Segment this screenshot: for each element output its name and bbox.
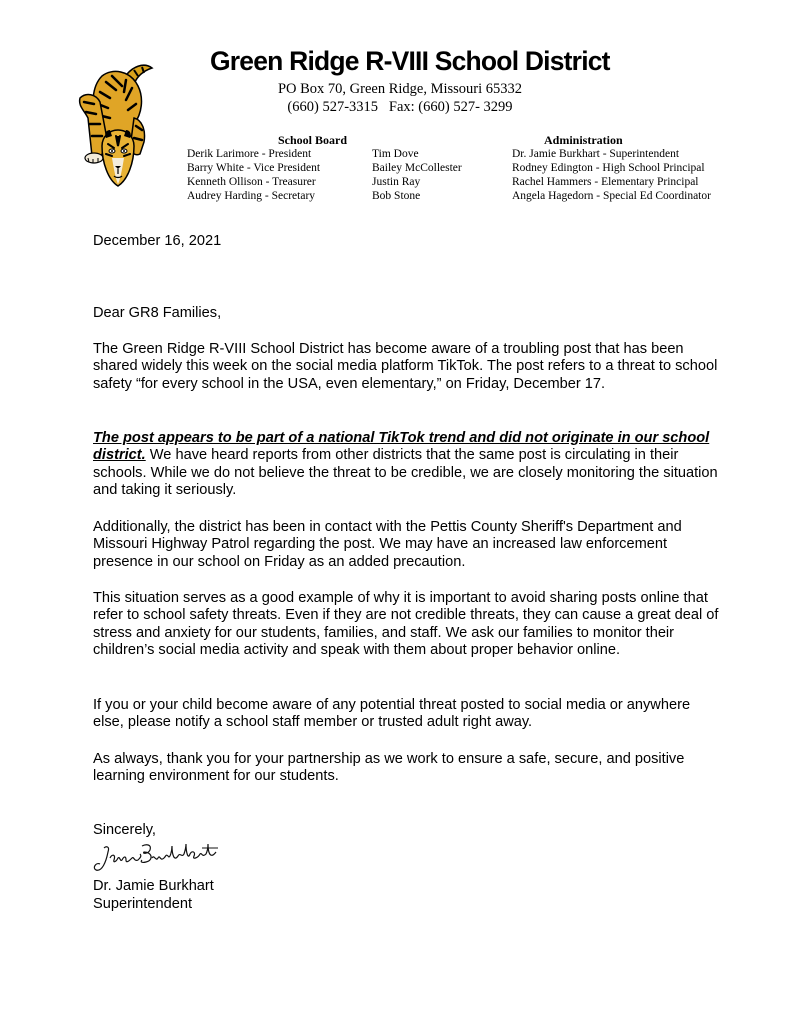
signer-title: Superintendent xyxy=(93,896,192,912)
admin-member: Rachel Hammers - Elementary Principal xyxy=(512,176,699,188)
handwritten-signature xyxy=(92,840,222,878)
district-name: Green Ridge R-VIII School District xyxy=(210,46,610,76)
school-board-officers xyxy=(187,147,320,203)
letter-paragraph-5: If you or your child become aware of any potential threat posted to social media or anywhere else, please notify a school staff member or trusted adult right away. xyxy=(93,697,691,731)
letter-paragraph-3: Additionally, the district has been in contact with the Pettis County Sheriff's Department and Missouri Highway Patrol regarding the post. We may have an increased law enforcement presence in our school on Friday as an added precaution. xyxy=(93,519,682,570)
tiger-mascot-icon xyxy=(72,58,164,198)
board-member: Bailey McCollester xyxy=(372,162,462,174)
admin-member: Rodney Edington - High School Principal xyxy=(512,162,705,174)
letter-paragraph-4: This situation serves as a good example of why it is important to avoid sharing posts online that refer to school safety threats. Even if they are not credible threats, they can cause a great deal of stress and anxiety for our students, families, and staff. We ask our families to monitor their children’s social media activity and speak with them about proper behavior online. xyxy=(93,590,719,658)
school-board-members xyxy=(372,147,462,203)
signer-name: Dr. Jamie Burkhart xyxy=(93,878,214,894)
district-address: PO Box 70, Green Ridge, Missouri 65332 xyxy=(277,81,523,97)
admin-member: Dr. Jamie Burkhart - Superintendent xyxy=(512,148,680,160)
board-member: Bob Stone xyxy=(372,190,421,202)
board-member: Kenneth Ollison - Treasurer xyxy=(187,176,316,188)
letter-paragraph-2-rest: We have heard reports from other districts that the same post is circulating in their schools. While we do not believe the threat to be credible, we are closely monitoring the situation and taking it seriously. xyxy=(93,447,718,498)
letter-paragraph-2 xyxy=(93,430,723,499)
district-phone-fax: (660) 527-3315 Fax: (660) 527- 3299 xyxy=(287,99,513,115)
letter-closing: Sincerely, xyxy=(93,822,156,838)
letter-date: December 16, 2021 xyxy=(93,233,222,249)
letter-paragraph-6: As always, thank you for your partnership as we work to ensure a safe, secure, and positive learning environment for our students. xyxy=(93,751,685,785)
administration-heading: Administration xyxy=(544,133,623,147)
admin-member: Angela Hagedorn - Special Ed Coordinator xyxy=(512,190,711,202)
board-member: Audrey Harding - Secretary xyxy=(187,190,316,202)
school-board-heading: School Board xyxy=(278,133,348,147)
board-member: Derik Larimore - President xyxy=(187,148,312,160)
board-member: Barry White - Vice President xyxy=(187,162,321,174)
letter-emphasis: The post appears to be part of a national TikTok trend and did not originate in our school district. xyxy=(93,430,710,464)
letter-salutation: Dear GR8 Families, xyxy=(93,305,222,321)
administration-members xyxy=(512,147,711,203)
board-member: Tim Dove xyxy=(372,148,419,160)
board-member: Justin Ray xyxy=(372,176,421,188)
letter-paragraph-1: The Green Ridge R-VIII School District has become aware of a troubling post that has been shared widely this week on the social media platform TikTok. The post refers to a threat to school safety “for every school in the USA, even elementary,” on Friday, December 17. xyxy=(93,341,718,392)
